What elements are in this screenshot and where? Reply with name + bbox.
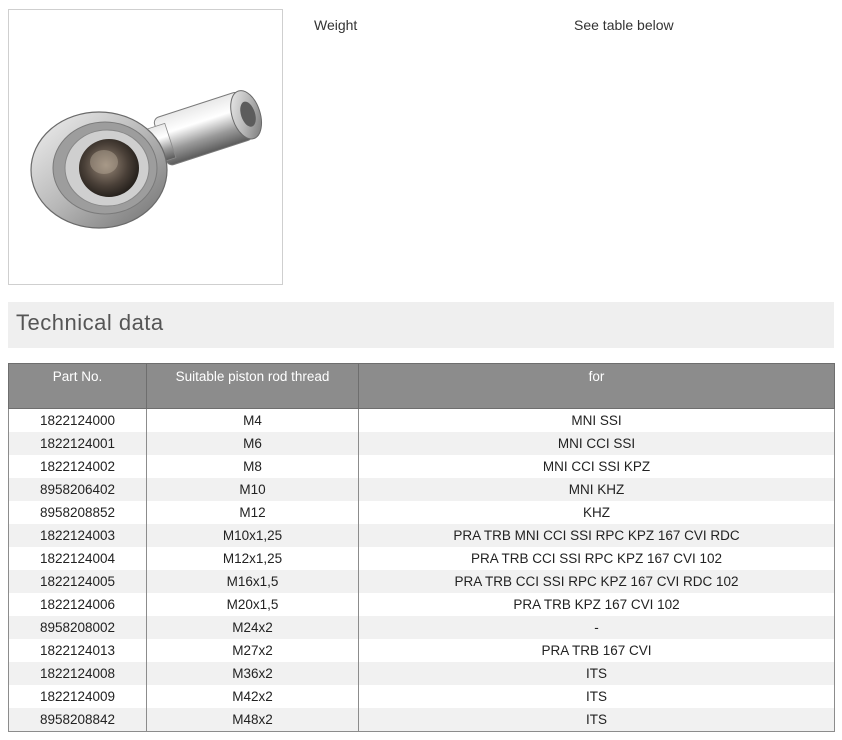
compatibility-cell: KHZ [359, 501, 835, 524]
compatibility-cell: MNI CCI SSI KPZ [359, 455, 835, 478]
thread-cell: M4 [147, 409, 359, 433]
thread-cell: M24x2 [147, 616, 359, 639]
compatibility-cell: - [359, 616, 835, 639]
table-row [9, 547, 835, 570]
compatibility-cell: ITS [359, 708, 835, 732]
compatibility-cell: MNI KHZ [359, 478, 835, 501]
part-number-cell: 8958208002 [9, 616, 147, 639]
product-image [8, 9, 283, 285]
thread-cell: M36x2 [147, 662, 359, 685]
part-number-cell: 1822124009 [9, 685, 147, 708]
table-row [9, 524, 835, 547]
table-row [9, 662, 835, 685]
technical-data-header [8, 302, 834, 348]
part-number-cell: 1822124000 [9, 409, 147, 433]
thread-cell: M10 [147, 478, 359, 501]
compatibility-cell: PRA TRB CCI SSI RPC KPZ 167 CVI 102 [359, 547, 835, 570]
compatibility-cell: PRA TRB CCI SSI RPC KPZ 167 CVI RDC 102 [359, 570, 835, 593]
table-header-row [9, 364, 835, 409]
technical-data-table [8, 363, 835, 732]
compatibility-cell: MNI CCI SSI [359, 432, 835, 455]
part-number-cell: 8958208852 [9, 501, 147, 524]
thread-cell: M10x1,25 [147, 524, 359, 547]
rod-end-bearing-illustration [9, 10, 282, 284]
compatibility-cell: PRA TRB KPZ 167 CVI 102 [359, 593, 835, 616]
part-number-cell: 1822124001 [9, 432, 147, 455]
thread-cell: M6 [147, 432, 359, 455]
thread-cell: M16x1,5 [147, 570, 359, 593]
compatibility-cell: PRA TRB 167 CVI [359, 639, 835, 662]
part-number-cell: 1822124004 [9, 547, 147, 570]
table-row [9, 432, 835, 455]
part-number-cell: 8958206402 [9, 478, 147, 501]
section-title: Technical data [16, 310, 164, 335]
table-row [9, 616, 835, 639]
thread-cell: M48x2 [147, 708, 359, 732]
thread-cell: M12x1,25 [147, 547, 359, 570]
part-number-cell: 1822124005 [9, 570, 147, 593]
column-header-thread: Suitable piston rod thread [147, 364, 359, 409]
thread-cell: M20x1,5 [147, 593, 359, 616]
table-row [9, 639, 835, 662]
part-number-cell: 1822124013 [9, 639, 147, 662]
table-row [9, 455, 835, 478]
thread-cell: M8 [147, 455, 359, 478]
column-header-part-no: Part No. [9, 364, 147, 409]
part-number-cell: 1822124002 [9, 455, 147, 478]
table-row [9, 501, 835, 524]
table-row [9, 708, 835, 732]
part-number-cell: 1822124003 [9, 524, 147, 547]
weight-value: See table below [574, 17, 674, 33]
table-row [9, 685, 835, 708]
table-row [9, 478, 835, 501]
compatibility-cell: ITS [359, 685, 835, 708]
part-number-cell: 1822124008 [9, 662, 147, 685]
thread-cell: M27x2 [147, 639, 359, 662]
compatibility-cell: PRA TRB MNI CCI SSI RPC KPZ 167 CVI RDC [359, 524, 835, 547]
table-row [9, 570, 835, 593]
compatibility-cell: ITS [359, 662, 835, 685]
table-row [9, 409, 835, 433]
part-number-cell: 8958208842 [9, 708, 147, 732]
thread-cell: M12 [147, 501, 359, 524]
column-header-for: for [359, 364, 835, 409]
thread-cell: M42x2 [147, 685, 359, 708]
weight-label: Weight [314, 17, 358, 33]
table-row [9, 593, 835, 616]
part-number-cell: 1822124006 [9, 593, 147, 616]
compatibility-cell: MNI SSI [359, 409, 835, 433]
